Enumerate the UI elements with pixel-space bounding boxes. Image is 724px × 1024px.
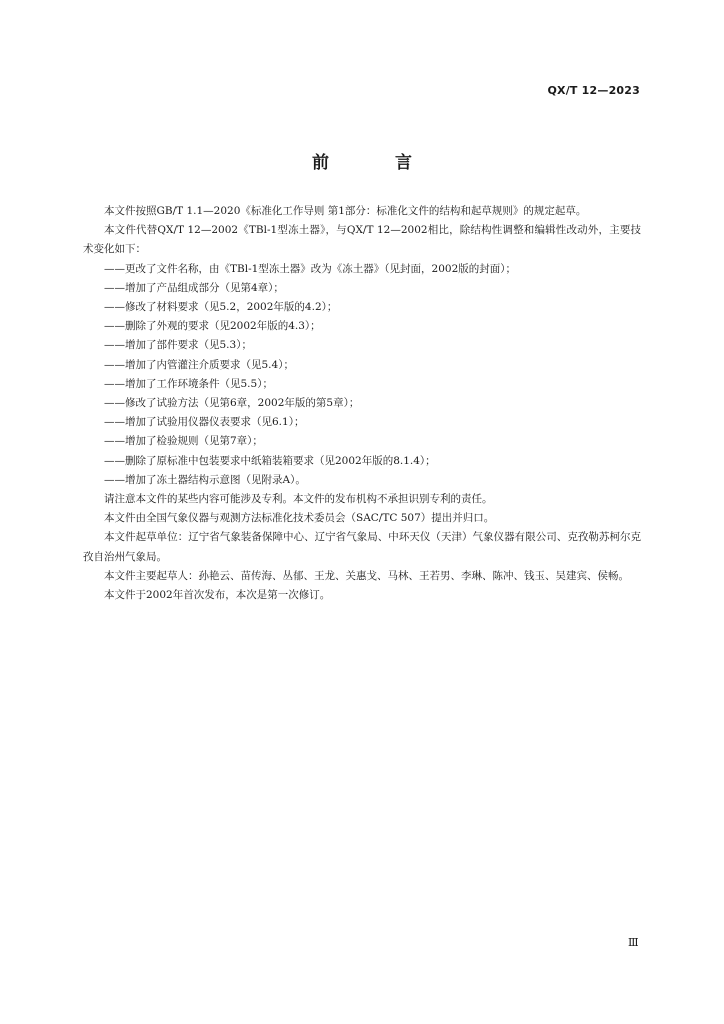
change-item: ——增加了冻土器结构示意图（见附录A）。 xyxy=(104,473,306,486)
change-item: ——删除了外观的要求（见2002年版的4.3）； xyxy=(104,320,321,333)
change-item: ——删除了原标准中包装要求中纸箱装箱要求（见2002年版的8.1.4）； xyxy=(104,454,436,467)
change-item: ——更改了文件名称，由《TBl-1型冻土器》改为《冻土器》（见封面，2002版的封面）； xyxy=(104,262,517,275)
change-item: ——增加了试验用仪器仪表要求（见6.1）； xyxy=(104,416,305,429)
change-item: ——修改了材料要求（见5.2，2002年版的4.2）； xyxy=(104,301,338,314)
change-item: ——增加了部件要求（见5.3）； xyxy=(104,339,252,352)
paragraph-drafting-rules: 本文件按照GB/T 1.1—2020《标准化工作导则 第1部分：标准化文件的结构和起草规则》的规定起草。 xyxy=(104,205,587,217)
paragraph-drafters: 本文件主要起草人：孙艳云、苗传海、丛郁、王龙、关惠戈、马林、王若男、李琳、陈冲、钱玉、吴建宾、侯畅。 xyxy=(104,569,629,582)
page-title: 前 言 xyxy=(312,153,442,173)
paragraph-proposer: 本文件由全国气象仪器与观测方法标准化技术委员会（SAC/TC 507）提出并归口。 xyxy=(104,512,495,525)
document-body xyxy=(83,202,641,605)
paragraph-history: 本文件于2002年首次发布，本次是第一次修订。 xyxy=(104,589,331,602)
standard-code: QX/T 12—2023 xyxy=(547,84,640,97)
page-number: Ⅲ xyxy=(628,936,639,949)
change-item: ——修改了试验方法（见第6章，2002年版的第5章）； xyxy=(104,397,360,410)
change-item: ——增加了内管灌注介质要求（见5.4）； xyxy=(104,358,294,371)
paragraph-patent-notice: 请注意本文件的某些内容可能涉及专利。本文件的发布机构不承担识别专利的责任。 xyxy=(104,493,493,506)
paragraph-drafting-units: 本文件起草单位：辽宁省气象装备保障中心、辽宁省气象局、中环天仪（天津）气象仪器有限公司、克孜勒苏柯尔克孜自治州气象局。 xyxy=(83,531,641,563)
paragraph-replacement: 本文件代替QX/T 12—2002《TBl-1型冻土器》，与QX/T 12—2002相比，除结构性调整和编辑性改动外，主要技术变化如下： xyxy=(83,224,641,256)
change-item: ——增加了工作环境条件（见5.5）； xyxy=(104,377,273,390)
change-item: ——增加了产品组成部分（见第4章）； xyxy=(104,281,284,294)
change-item: ——增加了检验规则（见第7章）； xyxy=(104,435,263,448)
